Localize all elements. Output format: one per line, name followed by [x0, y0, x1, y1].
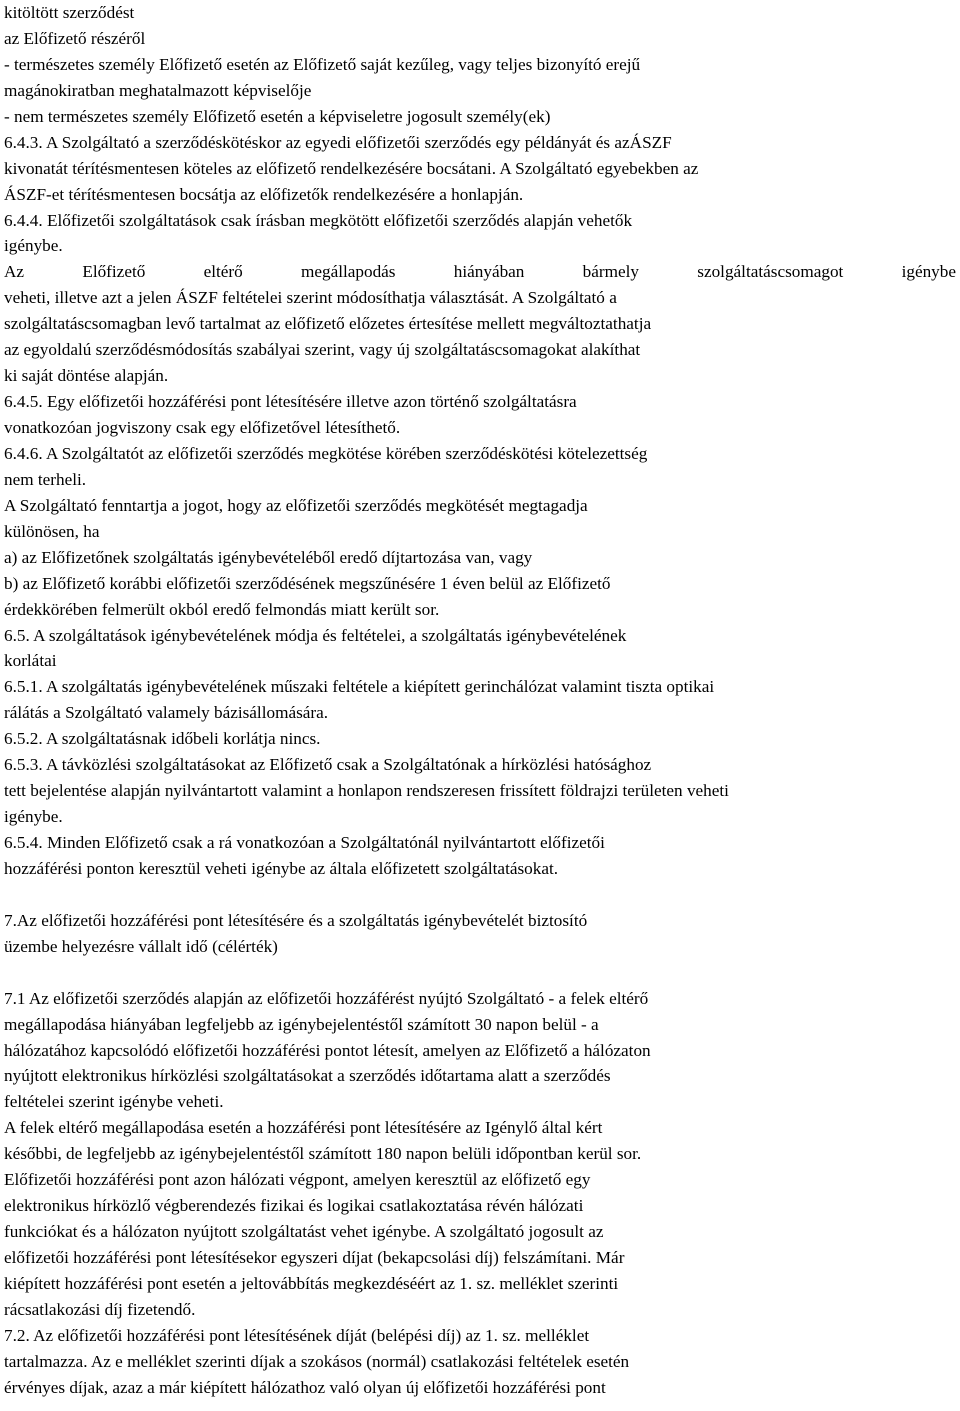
text-line: hozzáférési ponton keresztül veheti igénybe az általa előfizetett szolgáltatásokat.: [4, 858, 559, 878]
text-line: 7.Az előfizetői hozzáférési pont létesítésére és a szolgáltatás igénybevételét biztosító: [4, 910, 588, 930]
text-line: ÁSZF-et térítésmentesen bocsátja az előfizetők rendelkezésére a honlapján.: [4, 184, 524, 204]
text-line: 6.5.1. A szolgáltatás igénybevételének műszaki feltétele a kiépített gerinchálózat valamint tiszta optikai: [4, 677, 715, 697]
text-line: A Szolgáltató fenntartja a jogot, hogy az előfizetői szerződés megkötését megtagadja: [4, 495, 588, 515]
blank-line: [4, 882, 956, 908]
text-line: a) az Előfizetőnek szolgáltatás igénybevételéből eredő díjtartozása van, vagy: [4, 547, 533, 567]
text-line: kitöltött szerződést: [4, 3, 135, 22]
text-line: korlátai: [4, 651, 57, 671]
text-line: Előfizetői hozzáférési pont azon hálózati végpont, amelyen keresztül az előfizető egy: [4, 1170, 591, 1190]
text-line: 6.4.5. Egy előfizetői hozzáférési pont létesítésére illetve azon történő szolgáltatásra: [4, 392, 577, 412]
text-line: rálátás a Szolgáltató valamely bázisállomására.: [4, 703, 329, 723]
text-line: üzembe helyezésre vállalt idő (célérték): [4, 936, 278, 956]
text-line: 6.5.4. Minden Előfizető csak a rá vonatkozóan a Szolgáltatónál nyilvántartott előfizetői: [4, 833, 605, 852]
text-line: Az Előfizető eltérő megállapodás hiányában bármely szolgáltatáscsomagot igénybe: [4, 262, 956, 282]
text-line: 6.5. A szolgáltatások igénybevételének módja és feltételei, a szolgáltatás igénybevételének: [4, 625, 627, 645]
text-line: kiépített hozzáférési pont esetén a jeltovábbítás megkezdéséért az 1. sz. melléklet szerinti: [4, 1273, 619, 1293]
text-line: 6.5.3. A távközlési szolgáltatásokat az Előfizető csak a Szolgáltatónak a hírközlési hatósághoz: [4, 755, 652, 775]
text-line: az egyoldalú szerződésmódosítás szabályai szerint, vagy új szolgáltatáscsomagokat alakíthat: [4, 340, 641, 360]
text-line: b) az Előfizető korábbi előfizetői szerződésének megszűnésére 1 éven belül az Előfizető: [4, 573, 611, 593]
text-line: veheti, illetve azt a jelen ÁSZF feltételei szerint módosíthatja választását. A Szolgáltató a: [4, 288, 617, 308]
text-line: érdekkörében felmerült okból eredő felmondás miatt került sor.: [4, 599, 440, 619]
text-line: kivonatát térítésmentesen köteles az előfizető rendelkezésére bocsátani. A Szolgáltató egyebekben az: [4, 158, 699, 178]
text-line: 6.4.3. A Szolgáltató a szerződéskötéskor az egyedi előfizetői szerződés egy példányát és azÁSZF: [4, 132, 672, 152]
text-line: 6.5.2. A szolgáltatásnak időbeli korlátja nincs.: [4, 729, 321, 749]
text-line: tett bejelentése alapján nyilvántartott valamint a honlapon rendszeresen frissített földrajzi területen veheti: [4, 781, 729, 801]
text-line: A felek eltérő megállapodása esetén a hozzáférési pont létesítésére az Igénylő által kért: [4, 1118, 603, 1138]
text-line: nyújtott elektronikus hírközlési szolgáltatásokat a szerződés időtartama alatt a szerződés: [4, 1066, 611, 1086]
text-line: funkciókat és a hálózaton nyújtott szolgáltatást vehet igénybe. A szolgáltató jogosult az: [4, 1222, 604, 1242]
text-line: 7.2. Az előfizetői hozzáférési pont létesítésének díját (belépési díj) az 1. sz. melléklet: [4, 1325, 590, 1345]
text-line: tartalmazza. Az e melléklet szerinti díjak a szokásos (normál) csatlakozási feltételek esetén: [4, 1351, 630, 1371]
text-line: magánokiratban meghatalmazott képviselője: [4, 80, 312, 100]
text-line: megállapodása hiányában legfeljebb az igénybejelentéstől számított 30 napon belül - a: [4, 1014, 599, 1034]
text-line: - nem természetes személy Előfizető esetén a képviseletre jogosult személy(ek): [4, 106, 551, 126]
text-line: 6.4.6. A Szolgáltatót az előfizetői szerződés megkötése körében szerződéskötési kötelezettség: [4, 443, 648, 463]
text-line: hálózatához kapcsolódó előfizetői hozzáférési pontot létesít, amelyen az Előfizető a hálózaton: [4, 1040, 651, 1060]
text-line: az Előfizető részéről: [4, 28, 146, 48]
text-line: szolgáltatáscsomagban levő tartalmat az előfizető előzetes értesítése mellett megváltoztathatja: [4, 314, 652, 334]
text-line: feltételei szerint igénybe veheti.: [4, 1092, 224, 1112]
text-line: rácsatlakozási díj fizetendő.: [4, 1299, 196, 1319]
text-line: előfizetői hozzáférési pont létesítésekor egyszeri díjat (bekapcsolási díj) felszámítani. Már: [4, 1248, 625, 1267]
text-line: különösen, ha: [4, 521, 100, 541]
text-line: ki saját döntése alapján.: [4, 366, 169, 386]
text-line: igénybe.: [4, 807, 63, 827]
text-line: igénybe.: [4, 236, 63, 256]
text-line: érvényes díjak, azaz a már kiépített hálózathoz való olyan új előfizetői hozzáférési pont: [4, 1377, 606, 1397]
text-line: nem terheli.: [4, 469, 87, 489]
text-line: 7.1 Az előfizetői szerződés alapján az előfizetői hozzáférést nyújtó Szolgáltató - a felek eltérő: [4, 988, 649, 1008]
text-line: vonatkozóan jogviszony csak egy előfizetővel létesíthető.: [4, 418, 401, 437]
text-line: 6.4.4. Előfizetői szolgáltatások csak írásban megkötött előfizetői szerződés alapján vehetők: [4, 210, 633, 230]
blank-line: [4, 960, 956, 986]
text-line: elektronikus hírközlő végberendezés fizikai és logikai csatlakoztatása révén hálózati: [4, 1196, 584, 1216]
text-line: későbbi, de legfeljebb az igénybejelentéstől számított 180 napon belüli időpontban kerül sor.: [4, 1144, 642, 1164]
text-line: - természetes személy Előfizető esetén az Előfizető saját kezűleg, vagy teljes bizonyító erejű: [4, 54, 641, 74]
